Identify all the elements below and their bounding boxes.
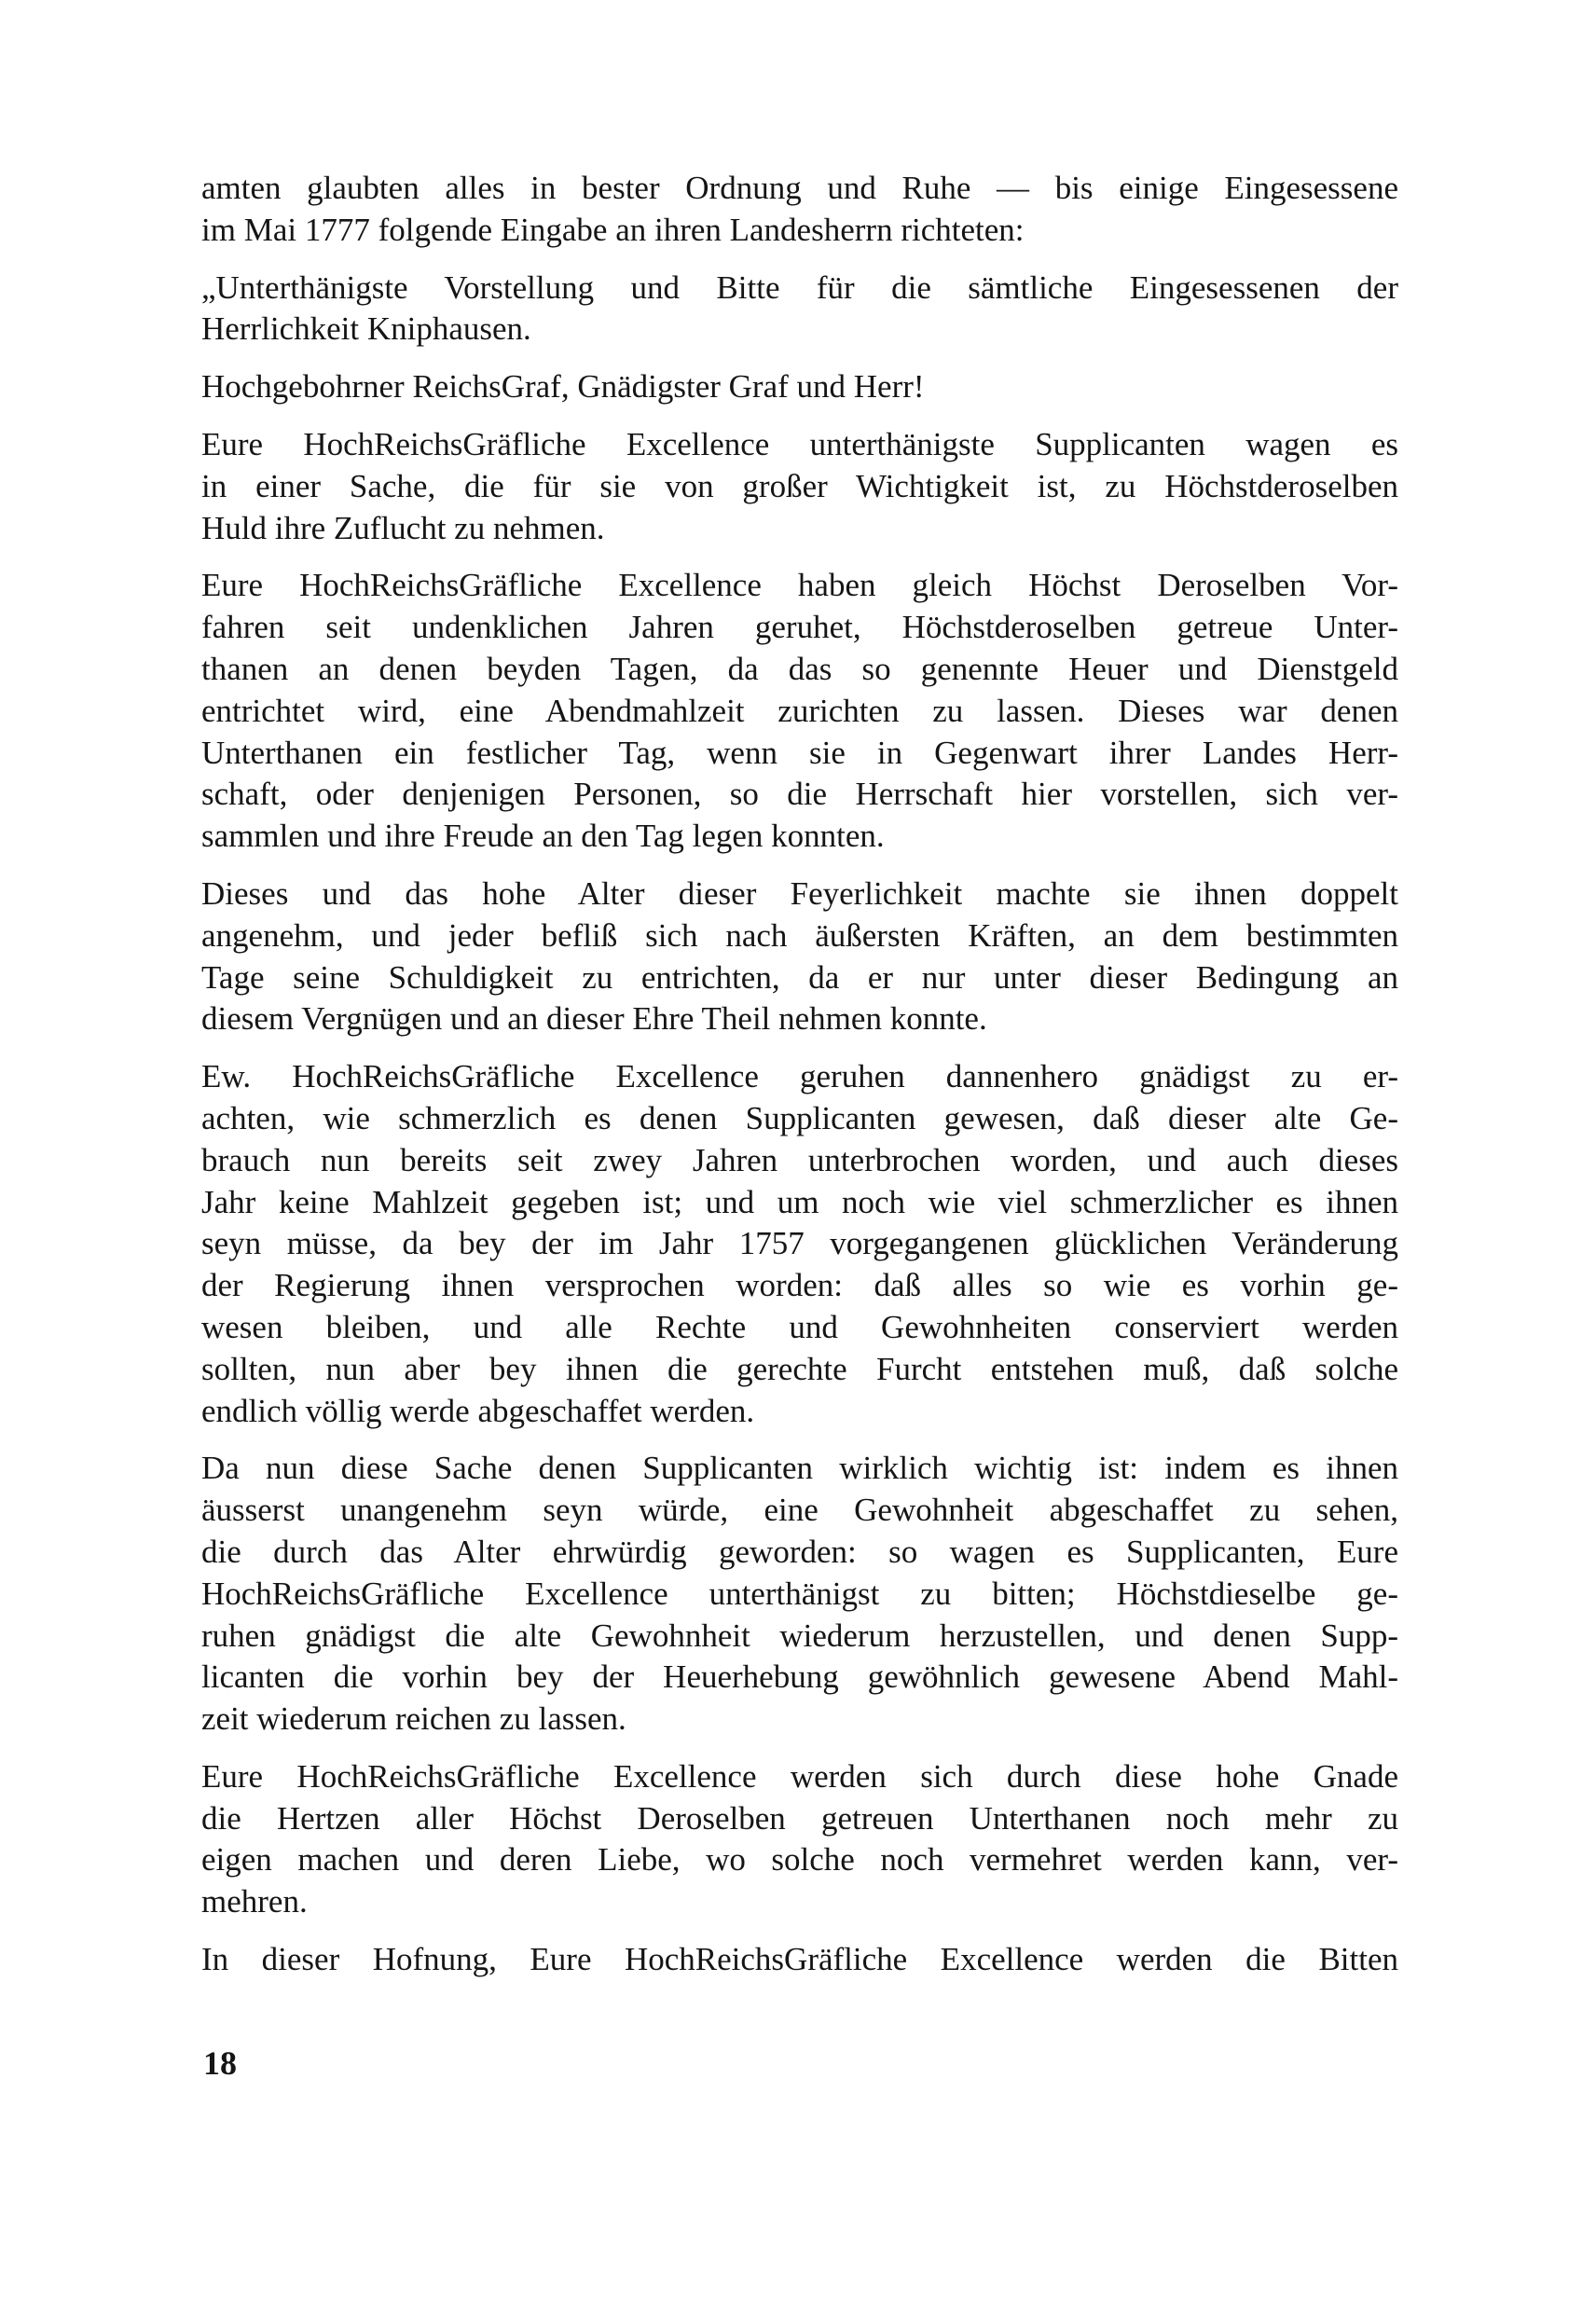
text-line: fahren seit undenklichen Jahren geruhet, Höchstderoselben getreue Unter- (201, 609, 1398, 646)
text-line: Huld ihre Zuflucht zu nehmen. (201, 509, 605, 546)
text-line: die durch das Alter ehrwürdig geworden: so wagen es Supplicanten, Eure (201, 1533, 1398, 1570)
text-line: Dieses und das hohe Alter dieser Feyerlichkeit machte sie ihnen doppelt (201, 874, 1398, 912)
text-line: Eure HochReichsGräfliche Excellence haben gleich Höchst Deroselben Vor- (201, 567, 1398, 604)
text-line: Eure HochReichsGräfliche Excellence unterthänigste Supplicanten wagen es (201, 425, 1398, 462)
paragraph-petition-title (201, 268, 1398, 351)
text-line: angenehm, und jeder befliß sich nach äußersten Kräften, an dem bestimmten (201, 916, 1398, 954)
page-body (201, 168, 1398, 1997)
text-line: in einer Sache, die für sie von großer Wichtigkeit ist, zu Höchstderoselben (201, 467, 1398, 504)
text-line: Herrlichkeit Kniphausen. (201, 310, 531, 348)
text-line: schaft, oder denjenigen Personen, so die Herrschaft hier vorstellen, sich ver- (201, 776, 1398, 813)
paragraph-intro (201, 168, 1398, 252)
text-line: Tage seine Schuldigkeit zu entrichten, da er nur unter dieser Bedingung an (201, 958, 1398, 996)
text-line: „Unterthänigste Vorstellung und Bitte für die sämtliche Eingesessenen der (201, 268, 1398, 306)
text-line: In dieser Hofnung, Eure HochReichsGräfliche Excellence werden die Bitten (201, 1941, 1398, 1978)
text-line: Jahr keine Mahlzeit gegeben ist; und um noch wie viel schmerzlicher es ihnen (201, 1183, 1398, 1220)
text-line: die Hertzen aller Höchst Deroselben getreuen Unterthanen noch mehr zu (201, 1799, 1398, 1837)
text-line: Da nun diese Sache denen Supplicanten wirklich wichtig ist: indem es ihnen (201, 1450, 1398, 1487)
text-line: eigen machen und deren Liebe, wo solche noch vermehret werden kann, ver- (201, 1841, 1398, 1878)
text-line: Hochgebohrner ReichsGraf, Gnädigster Graf und Herr! (201, 368, 925, 406)
text-line: im Mai 1777 folgende Eingabe an ihren Landesherrn richteten: (201, 211, 1025, 248)
text-line: achten, wie schmerzlich es denen Supplicanten gewesen, daß dieser alte Ge- (201, 1099, 1398, 1136)
text-line: licanten die vorhin bey der Heuerhebung gewöhnlich gewesene Abend Mahl- (201, 1658, 1398, 1696)
text-line: seyn müsse, da bey der im Jahr 1757 vorgegangenen glücklichen Veränderung (201, 1225, 1398, 1262)
text-line: mehren. (201, 1883, 308, 1920)
text-line: HochReichsGräfliche Excellence unterthänigst zu bitten; Höchstdieselbe ge- (201, 1575, 1398, 1612)
text-line: wesen bleiben, und alle Rechte und Gewohnheiten conserviert werden (201, 1308, 1398, 1345)
page-number: 18 (203, 2044, 237, 2082)
text-line: zeit wiederum reichen zu lassen. (201, 1700, 626, 1738)
text-line: brauch nun bereits seit zwey Jahren unterbrochen worden, und auch dieses (201, 1141, 1398, 1178)
paragraph-body-2 (201, 565, 1398, 858)
paragraph-body-4 (201, 1056, 1398, 1432)
text-line: amten glaubten alles in bester Ordnung und Ruhe — bis einige Eingesessene (201, 170, 1398, 206)
text-line: Unterthanen ein festlicher Tag, wenn sie in Gegenwart ihrer Landes Herr- (201, 734, 1398, 771)
text-line: ruhen gnädigst die alte Gewohnheit wiederum herzustellen, und denen Supp- (201, 1617, 1398, 1654)
paragraph-salutation (201, 366, 1398, 408)
paragraph-body-7 (201, 1939, 1398, 1981)
text-line: der Regierung ihnen versprochen worden: daß alles so wie es vorhin ge- (201, 1267, 1398, 1304)
paragraph-body-5 (201, 1448, 1398, 1741)
text-line: Eure HochReichsGräfliche Excellence werden sich durch diese hohe Gnade (201, 1757, 1398, 1795)
paragraph-body-6 (201, 1756, 1398, 1923)
text-line: äusserst unangenehm seyn würde, eine Gewohnheit abgeschaffet zu sehen, (201, 1492, 1398, 1529)
paragraph-body-1 (201, 424, 1398, 549)
text-line: thanen an denen beyden Tagen, da das so genennte Heuer und Dienstgeld (201, 650, 1398, 687)
text-line: entrichtet wird, eine Abendmahlzeit zurichten zu lassen. Dieses war denen (201, 692, 1398, 729)
text-line: Ew. HochReichsGräfliche Excellence geruhen dannenhero gnädigst zu er- (201, 1058, 1398, 1095)
text-line: diesem Vergnügen und an dieser Ehre Theil nehmen konnte. (201, 1000, 987, 1038)
text-line: sollten, nun aber bey ihnen die gerechte Furcht entstehen muß, daß solche (201, 1350, 1398, 1387)
paragraph-body-3 (201, 874, 1398, 1040)
text-line: sammlen und ihre Freude an den Tag legen konnten. (201, 818, 885, 855)
text-line: endlich völlig werde abgeschaffet werden. (201, 1392, 755, 1429)
